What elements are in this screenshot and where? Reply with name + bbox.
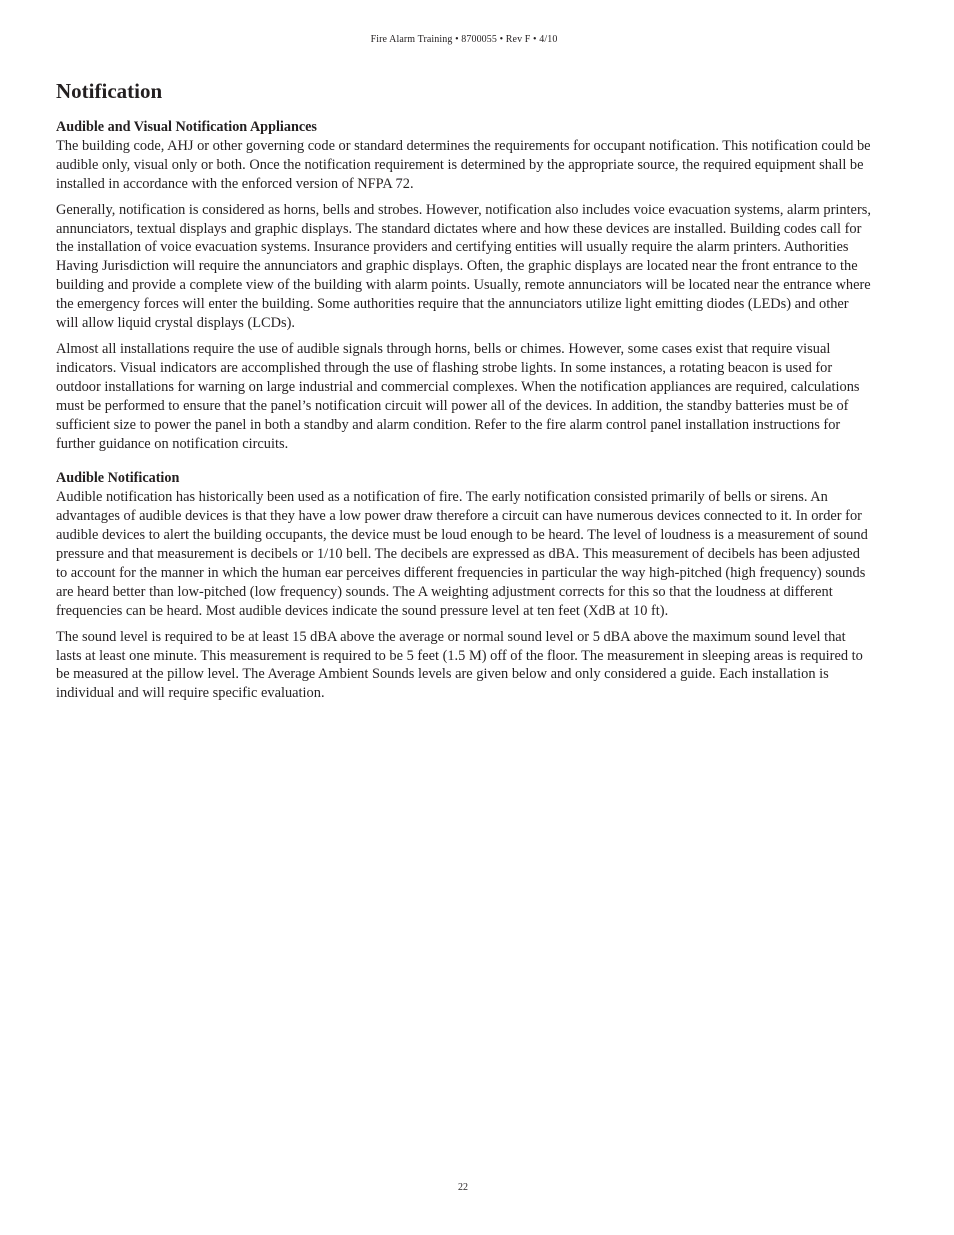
- section-audible-visual-appliances: [56, 118, 872, 453]
- paragraph: The sound level is required to be at least 15 dBA above the average or normal sound level or 5 dBA above the maximum sound level that lasts at least one minute. This measurement is required to be 5 feet (1.5 M) off of the floor. The measurement in sleeping areas is required to be measured at the pillow level. The Average Ambient Sounds levels are given below and only considered a guide. Each installation is individual and will require specific evaluation.: [56, 628, 863, 702]
- running-header: Fire Alarm Training • 8700055 • Rev F • 4/10: [370, 34, 558, 45]
- section-audible-notification: [56, 469, 872, 703]
- document-body: [56, 78, 872, 710]
- page-title: Notification: [56, 79, 163, 103]
- paragraph: The building code, AHJ or other governing code or standard determines the requirements for occupant notification. This notification could be audible only, visual only or both. Once the notification requirement is determined by the appropriate source, the required equipment shall be installed in accordance with the enforced version of NFPA 72.: [56, 137, 871, 192]
- page-number: 22: [458, 1182, 468, 1193]
- paragraph: Generally, notification is considered as horns, bells and strobes. However, notification also includes voice evacuation systems, alarm printers, annunciators, textual displays and graphic displays. The standard dictates where and how these devices are installed. Building codes call for the installation of voice evacuation systems. Insurance providers and certifying entities will usually require the alarm printers. Authorities Having Jurisdiction will require the annunciators and graphic displays. Often, the graphic displays are located near the front entrance to the building and provide a complete view of the building with alarm points. Usually, remote annunciators will be located near the entrance where the emergency forces will enter the building. Some authorities require that the annunciators utilize light emitting diodes (LEDs) and other will allow liquid crystal displays (LCDs).: [56, 201, 871, 332]
- section-heading: Audible and Visual Notification Appliances: [56, 119, 317, 135]
- paragraph: Almost all installations require the use of audible signals through horns, bells or chimes. However, some cases exist that require visual indicators. Visual indicators are accomplished through the use of flashing strobe lights. In some instances, a rotating beacon is used for outdoor installations for warning on large industrial and commercial complexes. When the notification appliances are required, calculations must be performed to ensure that the panel’s notification circuit will power all of the devices. In addition, the standby batteries must be of sufficient size to power the panel in both a standby and alarm condition. Refer to the fire alarm control panel installation instructions for further guidance on notification circuits.: [56, 340, 860, 452]
- paragraph: Audible notification has historically been used as a notification of fire. The early notification consisted primarily of bells or sirens. An advantages of audible devices is that they have a low power draw therefore a circuit can have numerous devices connected to it. In order for audible devices to alert the building occupants, the device must be loud enough to be heard. The level of loudness is a measurement of sound pressure and that measurement is decibels or 1/10 bell. The decibels are expressed as dBA. This measurement of decibels has been adjusted to account for the manner in which the human ear perceives different frequencies in particular the way high-pitched (high frequency) sounds are heard better than low-pitched (low frequency) sounds. The A weighting adjustment corrects for this so that the loudness at different frequencies can be heard. Most audible devices indicate the sound pressure level at ten feet (XdB at 10 ft).: [56, 489, 868, 619]
- section-heading: Audible Notification: [56, 470, 180, 487]
